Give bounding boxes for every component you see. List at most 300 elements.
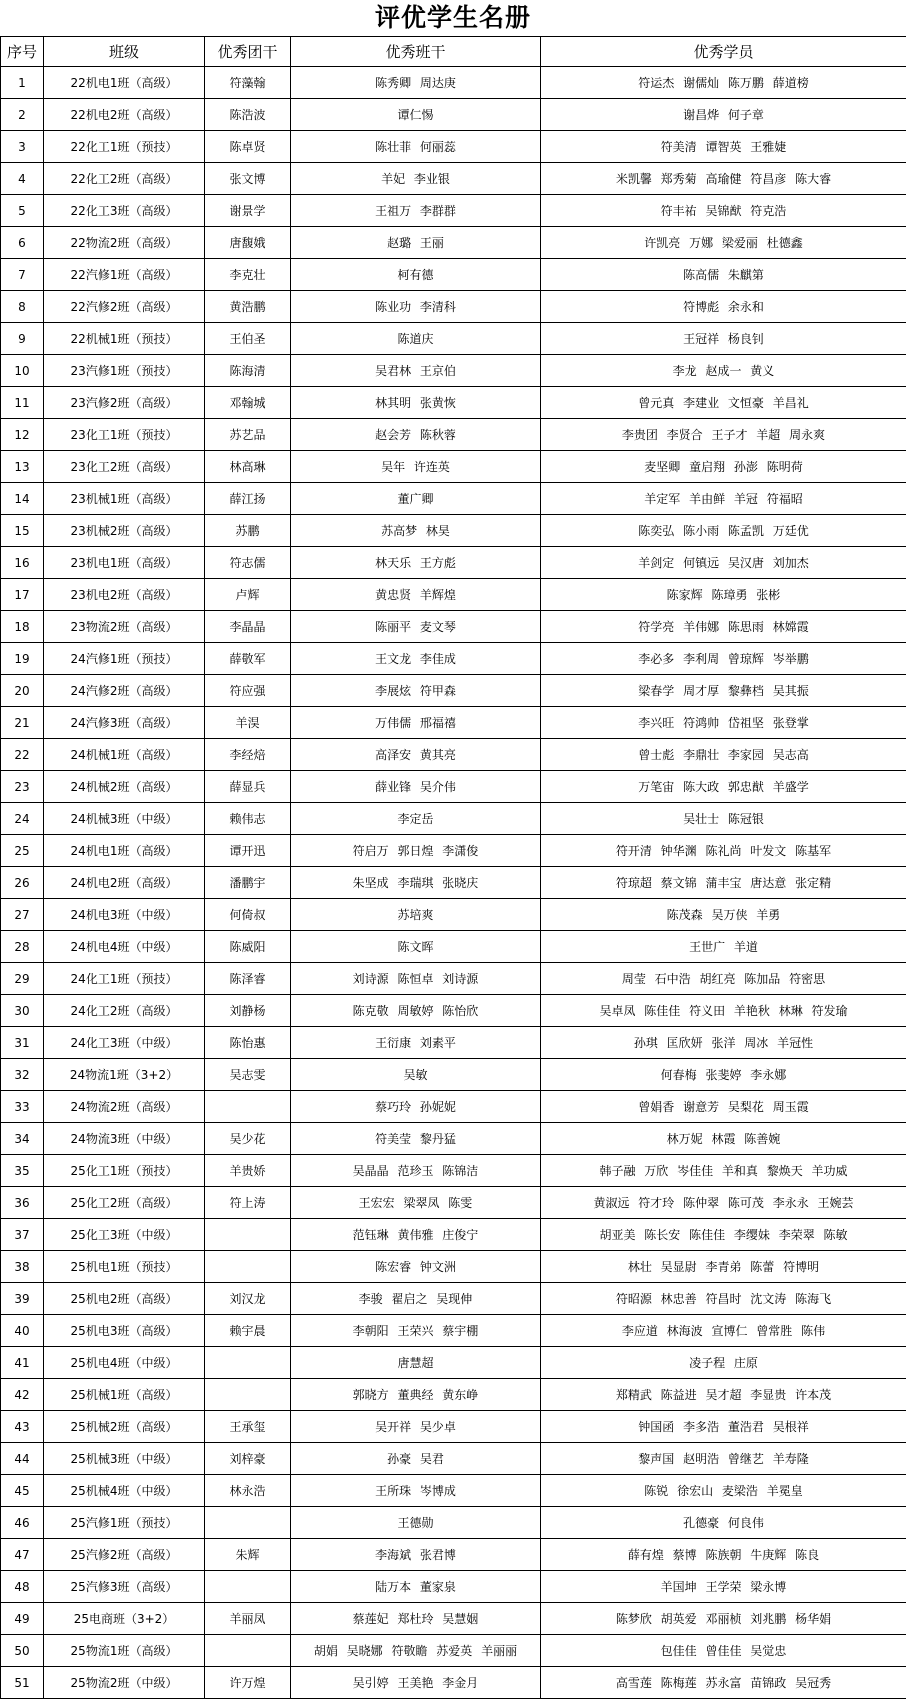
- cell-student: 符昭源 林忠善 符昌时 沈文涛 陈海飞: [541, 1283, 906, 1315]
- cell-class-cadre: 胡娟 吴晓娜 符敬瞻 苏爱英 羊丽丽: [291, 1635, 541, 1667]
- cell-no: 27: [1, 899, 44, 931]
- cell-class-cadre: 吴引婷 王美艳 李金月: [291, 1667, 541, 1699]
- table-row: [1, 643, 906, 675]
- cell-student: 符丰祐 吴锦猷 符克浩: [541, 195, 906, 227]
- cell-league-cadre: 羊丽凤: [205, 1603, 291, 1635]
- cell-student: 林万妮 林霞 陈善婉: [541, 1123, 906, 1155]
- cell-league-cadre: 陈泽睿: [205, 963, 291, 995]
- header-row: [1, 37, 906, 67]
- cell-class: 25电商班（3+2）: [44, 1603, 205, 1635]
- cell-class-cadre: 董广卿: [291, 483, 541, 515]
- table-row: [1, 451, 906, 483]
- cell-league-cadre: 朱辉: [205, 1539, 291, 1571]
- cell-student: 钟国函 李多浩 董浩君 吴根祥: [541, 1411, 906, 1443]
- table-row: [1, 675, 906, 707]
- cell-no: 26: [1, 867, 44, 899]
- cell-student: 陈高儒 朱麒第: [541, 259, 906, 291]
- table-row: [1, 131, 906, 163]
- cell-student: 谢昌烨 何子章: [541, 99, 906, 131]
- cell-league-cadre: 谭开迅: [205, 835, 291, 867]
- cell-no: 4: [1, 163, 44, 195]
- cell-student: 符博彪 余永和: [541, 291, 906, 323]
- cell-class: 24机械2班（高级）: [44, 771, 205, 803]
- cell-student: 羊定军 羊由鲜 羊冠 符福昭: [541, 483, 906, 515]
- cell-class: 24机电1班（高级）: [44, 835, 205, 867]
- cell-class: 22化工2班（高级）: [44, 163, 205, 195]
- cell-class-cadre: 陈业功 李清科: [291, 291, 541, 323]
- cell-league-cadre: 符上涛: [205, 1187, 291, 1219]
- cell-student: 梁春学 周才厚 黎彝档 吴其振: [541, 675, 906, 707]
- cell-no: 5: [1, 195, 44, 227]
- cell-no: 46: [1, 1507, 44, 1539]
- cell-class-cadre: 李骏 翟启之 吴现伸: [291, 1283, 541, 1315]
- cell-class: 23机械1班（高级）: [44, 483, 205, 515]
- cell-class: 25化工1班（预技）: [44, 1155, 205, 1187]
- cell-class-cadre: 王衍康 刘素平: [291, 1027, 541, 1059]
- cell-class-cadre: 王文龙 李佳成: [291, 643, 541, 675]
- table-row: [1, 1027, 906, 1059]
- cell-league-cadre: 赖宇晨: [205, 1315, 291, 1347]
- cell-student: 符琼超 蔡文锦 蒲丰宝 唐达意 张定精: [541, 867, 906, 899]
- cell-league-cadre: [205, 1219, 291, 1251]
- cell-class-cadre: 孙豪 吴君: [291, 1443, 541, 1475]
- table-row: [1, 1187, 906, 1219]
- roster-body: [1, 67, 906, 1699]
- cell-no: 33: [1, 1091, 44, 1123]
- cell-class-cadre: 吴敏: [291, 1059, 541, 1091]
- cell-class: 24物流3班（中级）: [44, 1123, 205, 1155]
- cell-no: 9: [1, 323, 44, 355]
- cell-student: 许凯亮 万娜 梁爱丽 杜德鑫: [541, 227, 906, 259]
- cell-league-cadre: 陈浩波: [205, 99, 291, 131]
- cell-class: 23机电1班（高级）: [44, 547, 205, 579]
- cell-no: 34: [1, 1123, 44, 1155]
- cell-no: 13: [1, 451, 44, 483]
- cell-league-cadre: 陈海清: [205, 355, 291, 387]
- cell-class: 25机械1班（高级）: [44, 1379, 205, 1411]
- cell-no: 25: [1, 835, 44, 867]
- cell-class-cadre: 符启万 郭日煌 李潇俊: [291, 835, 541, 867]
- table-row: [1, 99, 906, 131]
- cell-league-cadre: 李晶晶: [205, 611, 291, 643]
- cell-class-cadre: 黄忠贤 羊辉煌: [291, 579, 541, 611]
- cell-class: 24机械3班（中级）: [44, 803, 205, 835]
- table-row: [1, 1475, 906, 1507]
- cell-league-cadre: [205, 1251, 291, 1283]
- table-row: [1, 771, 906, 803]
- cell-class: 24机械1班（高级）: [44, 739, 205, 771]
- table-row: [1, 323, 906, 355]
- cell-no: 24: [1, 803, 44, 835]
- cell-class-cadre: 苏高梦 林昊: [291, 515, 541, 547]
- cell-league-cadre: 林永浩: [205, 1475, 291, 1507]
- cell-league-cadre: 黄浩鹏: [205, 291, 291, 323]
- cell-class-cadre: 唐慧超: [291, 1347, 541, 1379]
- cell-league-cadre: 陈威阳: [205, 931, 291, 963]
- cell-league-cadre: 李克壮: [205, 259, 291, 291]
- cell-league-cadre: 谢景学: [205, 195, 291, 227]
- cell-class: 22机电2班（高级）: [44, 99, 205, 131]
- cell-no: 43: [1, 1411, 44, 1443]
- cell-league-cadre: 吴少花: [205, 1123, 291, 1155]
- cell-class: 24机电3班（中级）: [44, 899, 205, 931]
- cell-class: 24物流2班（高级）: [44, 1091, 205, 1123]
- cell-class-cadre: 李定岳: [291, 803, 541, 835]
- cell-class: 25机电3班（高级）: [44, 1315, 205, 1347]
- cell-student: 李龙 赵成一 黄义: [541, 355, 906, 387]
- cell-student: 郑精武 陈益进 吴才超 李显贵 许本茂: [541, 1379, 906, 1411]
- cell-league-cadre: 刘汉龙: [205, 1283, 291, 1315]
- table-row: [1, 835, 906, 867]
- table-row: [1, 899, 906, 931]
- cell-no: 44: [1, 1443, 44, 1475]
- cell-class-cadre: 朱坚成 李瑞琪 张晓庆: [291, 867, 541, 899]
- cell-class: 25汽修2班（高级）: [44, 1539, 205, 1571]
- cell-class-cadre: 赵会芳 陈秋蓉: [291, 419, 541, 451]
- table-row: [1, 1507, 906, 1539]
- cell-no: 16: [1, 547, 44, 579]
- cell-class: 23化工2班（高级）: [44, 451, 205, 483]
- cell-league-cadre: 薛显兵: [205, 771, 291, 803]
- cell-no: 51: [1, 1667, 44, 1699]
- cell-class-cadre: 蔡莲妃 郑杜玲 吴慧姻: [291, 1603, 541, 1635]
- cell-class: 25化工2班（高级）: [44, 1187, 205, 1219]
- cell-student: 曾娟香 谢意芳 吴梨花 周玉霞: [541, 1091, 906, 1123]
- cell-class-cadre: 林天乐 王方彪: [291, 547, 541, 579]
- cell-no: 41: [1, 1347, 44, 1379]
- cell-league-cadre: 张文博: [205, 163, 291, 195]
- cell-no: 29: [1, 963, 44, 995]
- cell-student: 李贵团 李贤合 王子才 羊超 周永爽: [541, 419, 906, 451]
- cell-student: 符美清 谭智英 王雅婕: [541, 131, 906, 163]
- cell-student: 包佳佳 曾佳佳 吴觉忠: [541, 1635, 906, 1667]
- table-row: [1, 1539, 906, 1571]
- cell-no: 18: [1, 611, 44, 643]
- cell-class: 23机电2班（高级）: [44, 579, 205, 611]
- cell-class-cadre: 李朝阳 王荣兴 蔡宇棚: [291, 1315, 541, 1347]
- table-row: [1, 1091, 906, 1123]
- cell-no: 6: [1, 227, 44, 259]
- cell-class-cadre: 羊妃 李业银: [291, 163, 541, 195]
- table-row: [1, 1347, 906, 1379]
- table-row: [1, 387, 906, 419]
- table-row: [1, 291, 906, 323]
- cell-class-cadre: 高泽安 黄其亮: [291, 739, 541, 771]
- cell-class-cadre: 陈丽平 麦文琴: [291, 611, 541, 643]
- cell-league-cadre: 薛江扬: [205, 483, 291, 515]
- cell-no: 1: [1, 67, 44, 99]
- cell-class: 25机械2班（高级）: [44, 1411, 205, 1443]
- table-row: [1, 1315, 906, 1347]
- cell-student: 陈茂森 吴万侠 羊勇: [541, 899, 906, 931]
- cell-class-cadre: 刘诗源 陈恒卓 刘诗源: [291, 963, 541, 995]
- cell-league-cadre: 刘静杨: [205, 995, 291, 1027]
- cell-class: 25汽修3班（高级）: [44, 1571, 205, 1603]
- cell-class: 22化工3班（高级）: [44, 195, 205, 227]
- cell-class: 22机电1班（高级）: [44, 67, 205, 99]
- table-row: [1, 579, 906, 611]
- cell-no: 10: [1, 355, 44, 387]
- cell-class-cadre: 柯有德: [291, 259, 541, 291]
- cell-league-cadre: 刘梓豪: [205, 1443, 291, 1475]
- cell-no: 8: [1, 291, 44, 323]
- cell-class-cadre: 陈文晖: [291, 931, 541, 963]
- cell-class: 24汽修1班（预技）: [44, 643, 205, 675]
- header-class: 班级: [44, 37, 205, 67]
- cell-class-cadre: 吴开祥 吴少卓: [291, 1411, 541, 1443]
- cell-class: 23化工1班（预技）: [44, 419, 205, 451]
- cell-student: 黎声国 赵明浩 曾继艺 羊寿隆: [541, 1443, 906, 1475]
- table-row: [1, 1123, 906, 1155]
- cell-class-cadre: 谭仁惕: [291, 99, 541, 131]
- table-row: [1, 707, 906, 739]
- cell-league-cadre: 薛敬军: [205, 643, 291, 675]
- table-row: [1, 1603, 906, 1635]
- cell-league-cadre: 许万煌: [205, 1667, 291, 1699]
- cell-student: 孔德豪 何良伟: [541, 1507, 906, 1539]
- cell-student: 符运杰 谢儒灿 陈万鹏 薛道榜: [541, 67, 906, 99]
- cell-student: 羊剑定 何镇远 吴汉唐 刘加杰: [541, 547, 906, 579]
- cell-class-cadre: 薛业锋 吴介伟: [291, 771, 541, 803]
- page-title: 评优学生名册: [0, 0, 906, 36]
- cell-student: 王冠祥 杨良钊: [541, 323, 906, 355]
- cell-student: 李应道 林海波 宣博仁 曾常胜 陈伟: [541, 1315, 906, 1347]
- cell-league-cadre: 陈怡惠: [205, 1027, 291, 1059]
- cell-student: 薛有煌 蔡博 陈族朝 牛庚辉 陈良: [541, 1539, 906, 1571]
- cell-class-cadre: 陆万本 董家泉: [291, 1571, 541, 1603]
- cell-class: 23物流2班（高级）: [44, 611, 205, 643]
- table-row: [1, 739, 906, 771]
- cell-class-cadre: 吴君林 王京伯: [291, 355, 541, 387]
- table-row: [1, 1251, 906, 1283]
- cell-league-cadre: 符应强: [205, 675, 291, 707]
- cell-class-cadre: 万伟儒 邢福禧: [291, 707, 541, 739]
- cell-class: 24机电2班（高级）: [44, 867, 205, 899]
- cell-student: 王世广 羊道: [541, 931, 906, 963]
- cell-class: 24物流1班（3+2）: [44, 1059, 205, 1091]
- table-row: [1, 963, 906, 995]
- cell-class: 25机电1班（预技）: [44, 1251, 205, 1283]
- cell-no: 50: [1, 1635, 44, 1667]
- cell-class: 24机电4班（中级）: [44, 931, 205, 963]
- table-row: [1, 1155, 906, 1187]
- cell-class-cadre: 赵璐 王丽: [291, 227, 541, 259]
- table-row: [1, 547, 906, 579]
- table-row: [1, 515, 906, 547]
- cell-class: 24化工1班（预技）: [44, 963, 205, 995]
- table-row: [1, 1219, 906, 1251]
- table-row: [1, 1059, 906, 1091]
- cell-league-cadre: 陈卓贤: [205, 131, 291, 163]
- cell-class: 24化工2班（高级）: [44, 995, 205, 1027]
- cell-student: 高雪莲 陈梅莲 苏永富 苗锦政 吴冠秀: [541, 1667, 906, 1699]
- cell-class: 22物流2班（高级）: [44, 227, 205, 259]
- cell-league-cadre: 符藻翰: [205, 67, 291, 99]
- cell-class-cadre: 陈秀卿 周达庚: [291, 67, 541, 99]
- cell-no: 35: [1, 1155, 44, 1187]
- cell-no: 49: [1, 1603, 44, 1635]
- cell-no: 42: [1, 1379, 44, 1411]
- cell-student: 李兴旺 符鸿帅 岱祖坚 张登掌: [541, 707, 906, 739]
- table-row: [1, 419, 906, 451]
- cell-student: 吴壮士 陈冠银: [541, 803, 906, 835]
- cell-class: 24汽修3班（高级）: [44, 707, 205, 739]
- cell-class: 23机械2班（高级）: [44, 515, 205, 547]
- table-row: [1, 1635, 906, 1667]
- cell-no: 37: [1, 1219, 44, 1251]
- cell-league-cadre: 羊淏: [205, 707, 291, 739]
- cell-class: 22汽修1班（高级）: [44, 259, 205, 291]
- table-row: [1, 227, 906, 259]
- cell-league-cadre: [205, 1571, 291, 1603]
- cell-league-cadre: [205, 1507, 291, 1539]
- cell-league-cadre: 唐馥娥: [205, 227, 291, 259]
- cell-class-cadre: 陈克敬 周敏婷 陈怡欣: [291, 995, 541, 1027]
- cell-student: 吴卓凤 陈佳佳 符义田 羊艳秋 林琳 符发瑜: [541, 995, 906, 1027]
- cell-no: 30: [1, 995, 44, 1027]
- cell-no: 20: [1, 675, 44, 707]
- cell-class-cadre: 林其明 张黄恢: [291, 387, 541, 419]
- cell-league-cadre: [205, 1347, 291, 1379]
- cell-student: 韩子融 万欣 岑佳佳 羊和真 黎焕天 羊功威: [541, 1155, 906, 1187]
- cell-no: 2: [1, 99, 44, 131]
- cell-student: 万笔宙 陈大政 郭忠猷 羊盛学: [541, 771, 906, 803]
- table-row: [1, 483, 906, 515]
- table-row: [1, 611, 906, 643]
- cell-no: 3: [1, 131, 44, 163]
- cell-class-cadre: 王所珠 岑博成: [291, 1475, 541, 1507]
- table-row: [1, 867, 906, 899]
- cell-class: 25物流2班（中级）: [44, 1667, 205, 1699]
- cell-class-cadre: 苏培爽: [291, 899, 541, 931]
- table-row: [1, 803, 906, 835]
- cell-class-cadre: 符美莹 黎丹猛: [291, 1123, 541, 1155]
- header-student: 优秀学员: [541, 37, 906, 67]
- cell-student: 黄淑远 符才玲 陈仲翠 陈可茂 李永永 王婉芸: [541, 1187, 906, 1219]
- cell-class: 22化工1班（预技）: [44, 131, 205, 163]
- cell-class-cadre: 吴晶晶 范珍玉 陈锦洁: [291, 1155, 541, 1187]
- cell-no: 17: [1, 579, 44, 611]
- table-row: [1, 1379, 906, 1411]
- cell-no: 15: [1, 515, 44, 547]
- cell-league-cadre: 苏鹏: [205, 515, 291, 547]
- cell-class-cadre: 李展炫 符甲森: [291, 675, 541, 707]
- header-league-cadre: 优秀团干: [205, 37, 291, 67]
- cell-student: 陈奕弘 陈小雨 陈孟凯 万廷优: [541, 515, 906, 547]
- cell-class: 25汽修1班（预技）: [44, 1507, 205, 1539]
- cell-student: 曾元真 李建业 文恒豪 羊昌礼: [541, 387, 906, 419]
- cell-league-cadre: 苏艺品: [205, 419, 291, 451]
- cell-class-cadre: 李海斌 张君博: [291, 1539, 541, 1571]
- cell-student: 林壮 吴显尉 李青弟 陈蕾 符博明: [541, 1251, 906, 1283]
- cell-league-cadre: 潘鹏宇: [205, 867, 291, 899]
- cell-class-cadre: 陈道庆: [291, 323, 541, 355]
- cell-class: 25机械3班（中级）: [44, 1443, 205, 1475]
- table-row: [1, 1571, 906, 1603]
- cell-no: 31: [1, 1027, 44, 1059]
- cell-no: 38: [1, 1251, 44, 1283]
- cell-no: 36: [1, 1187, 44, 1219]
- cell-class-cadre: 郭晓方 董典经 黄东峥: [291, 1379, 541, 1411]
- cell-student: 何春梅 张斐婷 李永娜: [541, 1059, 906, 1091]
- cell-student: 陈梦欣 胡英爱 邓丽桢 刘兆鹏 杨华娟: [541, 1603, 906, 1635]
- cell-no: 19: [1, 643, 44, 675]
- table-row: [1, 1411, 906, 1443]
- cell-class: 22汽修2班（高级）: [44, 291, 205, 323]
- cell-class: 25机械4班（中级）: [44, 1475, 205, 1507]
- cell-class: 23汽修1班（预技）: [44, 355, 205, 387]
- cell-class: 23汽修2班（高级）: [44, 387, 205, 419]
- cell-class: 25机电4班（中级）: [44, 1347, 205, 1379]
- cell-student: 陈锐 徐宏山 麦梁浩 羊冕皇: [541, 1475, 906, 1507]
- table-row: [1, 931, 906, 963]
- cell-no: 11: [1, 387, 44, 419]
- cell-league-cadre: 卢辉: [205, 579, 291, 611]
- cell-league-cadre: 王伯圣: [205, 323, 291, 355]
- cell-student: 羊国坤 王学荣 梁永博: [541, 1571, 906, 1603]
- cell-student: 米凯馨 郑秀菊 高瑜健 符昌彦 陈大睿: [541, 163, 906, 195]
- cell-class-cadre: 王祖万 李群群: [291, 195, 541, 227]
- table-row: [1, 1443, 906, 1475]
- cell-no: 21: [1, 707, 44, 739]
- cell-league-cadre: 林高琳: [205, 451, 291, 483]
- cell-no: 22: [1, 739, 44, 771]
- cell-no: 14: [1, 483, 44, 515]
- cell-no: 45: [1, 1475, 44, 1507]
- cell-class: 25物流1班（高级）: [44, 1635, 205, 1667]
- cell-league-cadre: 李经焙: [205, 739, 291, 771]
- cell-student: 周莹 石中浩 胡红亮 陈加品 符密思: [541, 963, 906, 995]
- table-row: [1, 195, 906, 227]
- cell-league-cadre: 羊贵娇: [205, 1155, 291, 1187]
- cell-league-cadre: 王承玺: [205, 1411, 291, 1443]
- table-row: [1, 995, 906, 1027]
- cell-class-cadre: 吴年 许连英: [291, 451, 541, 483]
- cell-no: 28: [1, 931, 44, 963]
- cell-no: 32: [1, 1059, 44, 1091]
- cell-league-cadre: [205, 1379, 291, 1411]
- table-row: [1, 67, 906, 99]
- cell-class: 25化工3班（中级）: [44, 1219, 205, 1251]
- cell-class-cadre: 王德勋: [291, 1507, 541, 1539]
- cell-class: 22机械1班（预技）: [44, 323, 205, 355]
- cell-student: 符学亮 羊伟娜 陈思雨 林嫦霞: [541, 611, 906, 643]
- cell-no: 12: [1, 419, 44, 451]
- table-row: [1, 259, 906, 291]
- cell-student: 陈家辉 陈璋勇 张彬: [541, 579, 906, 611]
- cell-no: 40: [1, 1315, 44, 1347]
- cell-league-cadre: 何倚叔: [205, 899, 291, 931]
- cell-league-cadre: [205, 1635, 291, 1667]
- cell-student: 李必多 李利周 曾琼辉 岑举鹏: [541, 643, 906, 675]
- cell-no: 23: [1, 771, 44, 803]
- cell-student: 胡亚美 陈长安 陈佳佳 李缨妹 李荣翠 陈敏: [541, 1219, 906, 1251]
- cell-class-cadre: 蔡巧玲 孙妮妮: [291, 1091, 541, 1123]
- table-row: [1, 355, 906, 387]
- cell-class: 24化工3班（中级）: [44, 1027, 205, 1059]
- cell-class-cadre: 王宏宏 梁翠凤 陈雯: [291, 1187, 541, 1219]
- cell-class-cadre: 陈宏睿 钟文洲: [291, 1251, 541, 1283]
- cell-league-cadre: 符志儒: [205, 547, 291, 579]
- cell-no: 48: [1, 1571, 44, 1603]
- cell-no: 39: [1, 1283, 44, 1315]
- cell-class: 24汽修2班（高级）: [44, 675, 205, 707]
- roster-table: [0, 36, 906, 1699]
- cell-student: 麦坚卿 童启翔 孙澎 陈明荷: [541, 451, 906, 483]
- cell-no: 7: [1, 259, 44, 291]
- header-no: 序号: [1, 37, 44, 67]
- cell-student: 曾士彪 李鼎壮 李家园 吴志高: [541, 739, 906, 771]
